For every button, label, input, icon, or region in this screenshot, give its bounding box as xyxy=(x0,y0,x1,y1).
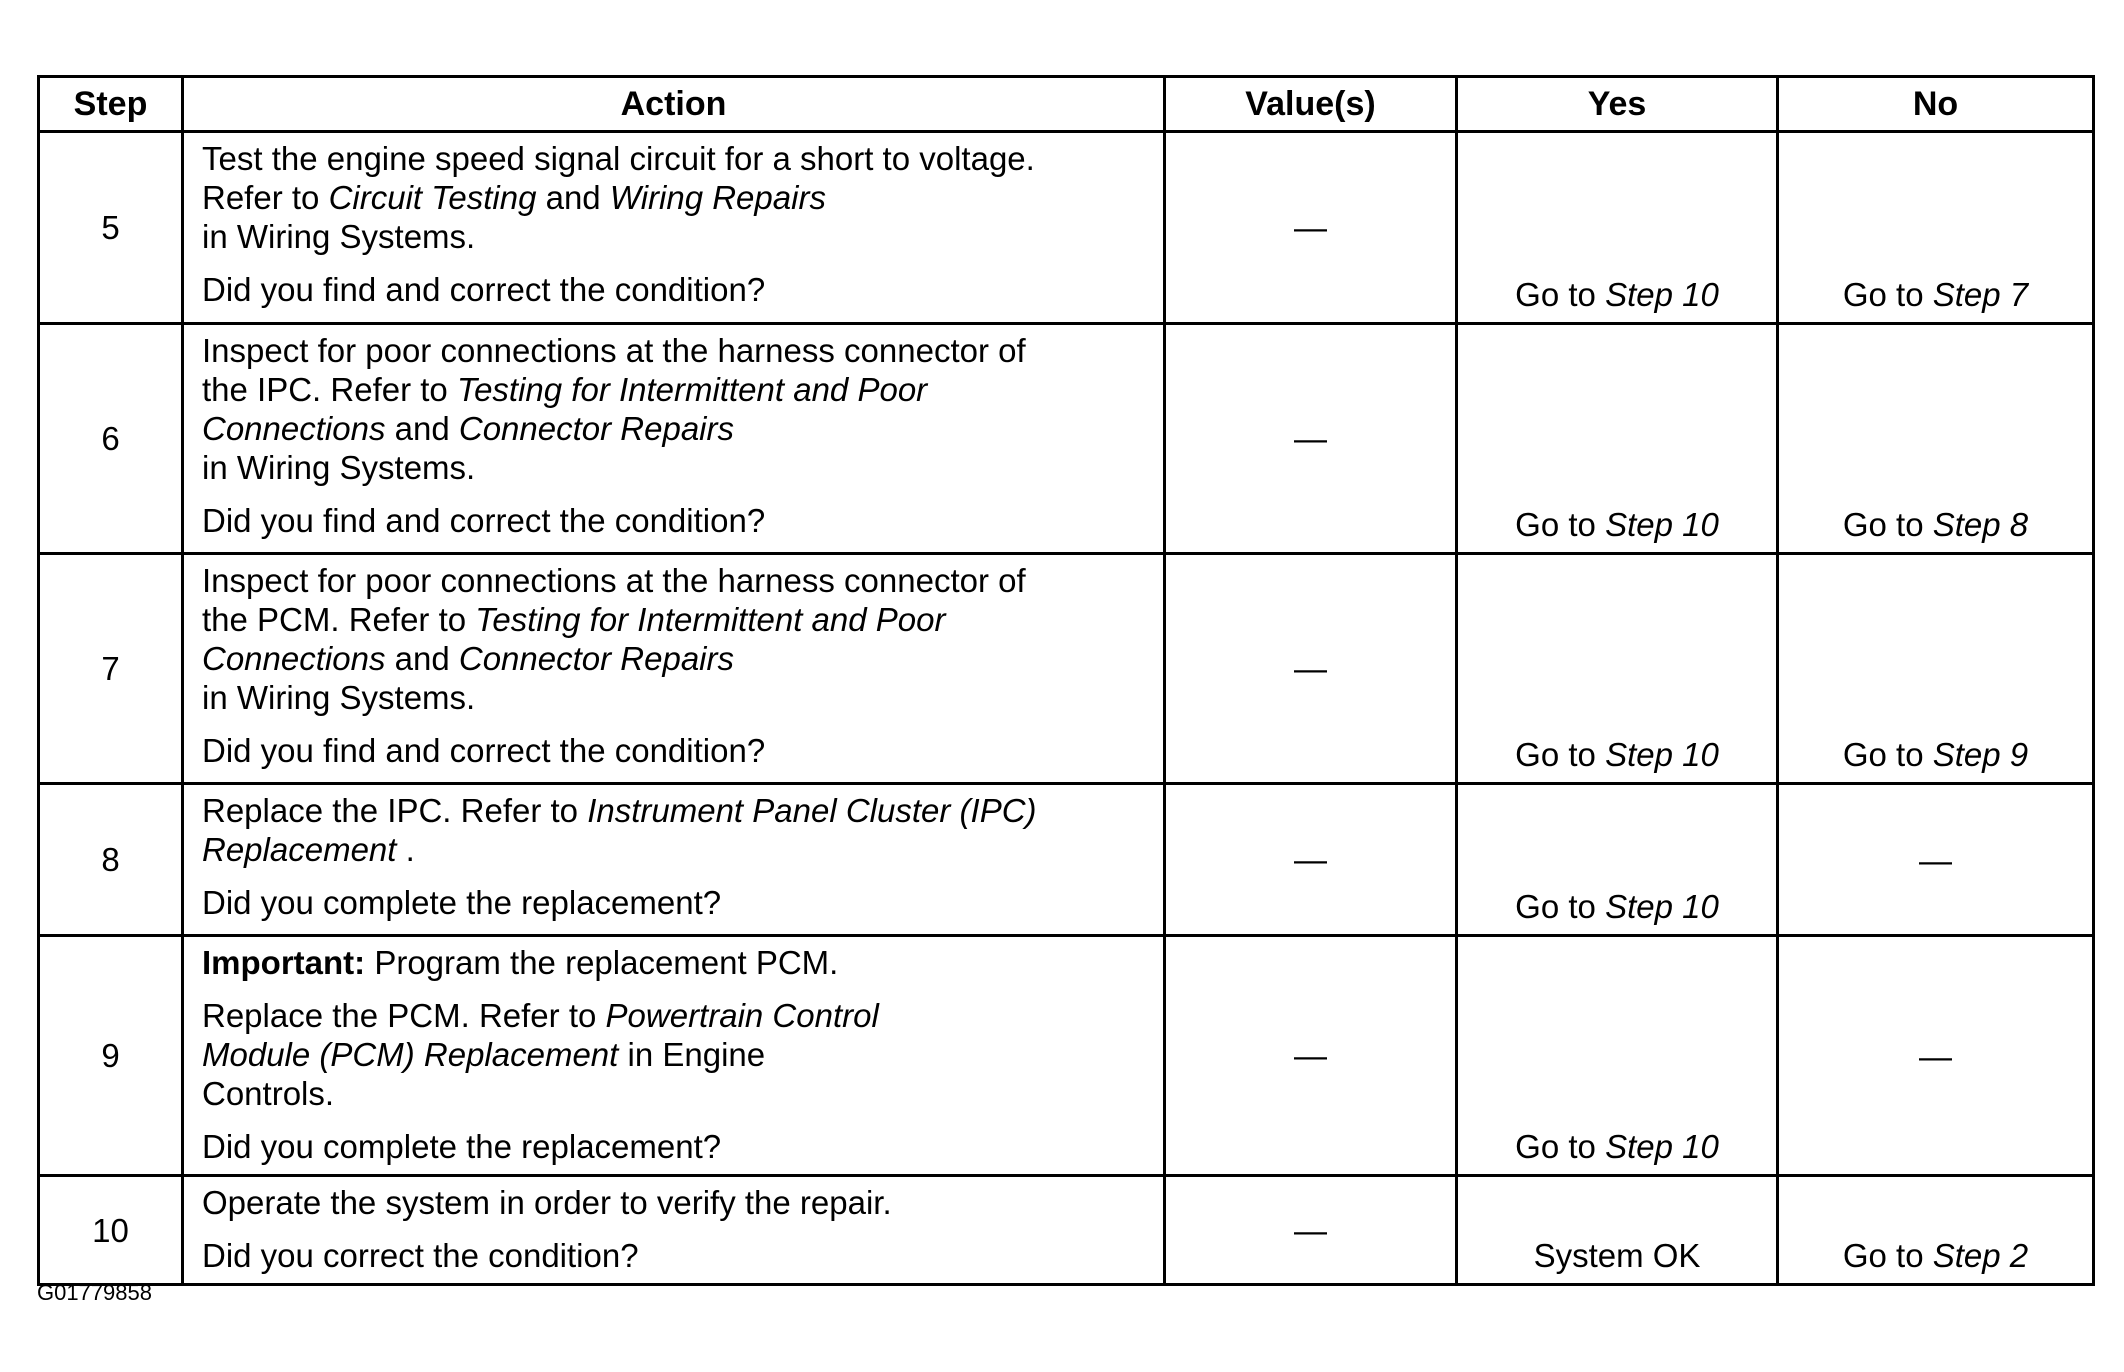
text-run: Step 10 xyxy=(1605,736,1719,773)
text-run: Step 10 xyxy=(1605,506,1719,543)
text-run: — xyxy=(1919,841,1952,879)
table-row xyxy=(39,936,2094,1176)
text-run: Important: xyxy=(202,944,366,981)
step-number: 10 xyxy=(39,1176,183,1285)
text-run: Wiring Repairs xyxy=(609,179,826,216)
text-run: Replacement xyxy=(202,831,397,868)
text-run: Step 10 xyxy=(1605,276,1719,313)
action-cell xyxy=(183,132,1165,324)
text-run: Test the engine speed signal circuit for a short to voltage. xyxy=(202,140,1035,177)
table-body xyxy=(39,132,2094,1285)
table-row xyxy=(39,324,2094,554)
step-number: 7 xyxy=(39,554,183,784)
yes-cell xyxy=(1457,936,1778,1176)
yes-cell xyxy=(1457,132,1778,324)
table-row xyxy=(39,132,2094,324)
text-run: Module (PCM) Replacement xyxy=(202,1036,619,1073)
table-row xyxy=(39,784,2094,936)
text-run: Go to xyxy=(1842,736,1933,773)
text-run: and xyxy=(385,410,459,447)
yes-cell xyxy=(1457,324,1778,554)
header-yes: Yes xyxy=(1457,77,1778,132)
action-question: Did you find and correct the condition? xyxy=(202,502,766,539)
step-number: 6 xyxy=(39,324,183,554)
no-cell xyxy=(1778,554,2094,784)
text-run: and xyxy=(385,640,459,677)
text-run: Instrument Panel Cluster (IPC) xyxy=(587,792,1037,829)
table-header-row xyxy=(39,77,2094,132)
text-run: Program the replacement PCM. xyxy=(365,944,839,981)
header-values: Value(s) xyxy=(1165,77,1457,132)
action-cell xyxy=(183,936,1165,1176)
action-line xyxy=(202,943,1149,982)
text-run: Step 2 xyxy=(1932,1237,2029,1274)
text-run: Connections xyxy=(202,640,386,677)
action-cell xyxy=(183,1176,1165,1285)
text-run: in Wiring Systems. xyxy=(202,679,476,716)
text-run: Connector Repairs xyxy=(458,410,734,447)
action-line xyxy=(202,1035,1149,1074)
action-question: Did you complete the replacement? xyxy=(202,884,722,921)
text-run: Testing for Intermittent and Poor xyxy=(456,371,928,408)
value-cell: — xyxy=(1165,554,1457,784)
action-cell xyxy=(183,554,1165,784)
text-run: Powertrain Control xyxy=(605,997,879,1034)
action-line xyxy=(202,639,1149,678)
step-number: 9 xyxy=(39,936,183,1176)
diagnostic-table xyxy=(37,75,2095,1286)
text-run: Go to xyxy=(1515,736,1606,773)
text-run: Go to xyxy=(1515,1128,1606,1165)
text-run: Operate the system in order to verify the repair. xyxy=(202,1184,892,1221)
text-run: . xyxy=(396,831,415,868)
action-question: Did you correct the condition? xyxy=(202,1237,639,1274)
yes-cell xyxy=(1457,1176,1778,1285)
text-run: Step 7 xyxy=(1932,276,2029,313)
text-run: Controls. xyxy=(202,1075,335,1112)
value-cell: — xyxy=(1165,936,1457,1176)
no-cell xyxy=(1778,324,2094,554)
text-run: Go to xyxy=(1515,506,1606,543)
action-line xyxy=(202,448,1149,487)
value-cell: — xyxy=(1165,324,1457,554)
table-row xyxy=(39,1176,2094,1285)
text-run: Inspect for poor connections at the harness connector of xyxy=(202,332,1026,369)
value-cell: — xyxy=(1165,1176,1457,1285)
action-question: Did you find and correct the condition? xyxy=(202,732,766,769)
action-line xyxy=(202,600,1149,639)
table-row xyxy=(39,554,2094,784)
text-run: Replace the IPC. Refer to xyxy=(202,792,588,829)
no-cell xyxy=(1778,132,2094,324)
text-run: and xyxy=(536,179,610,216)
text-run: Go to xyxy=(1842,1237,1933,1274)
action-line xyxy=(202,217,1149,256)
text-run: Step 8 xyxy=(1932,506,2029,543)
text-run: Go to xyxy=(1515,888,1606,925)
action-line xyxy=(202,139,1149,178)
action-line xyxy=(202,996,1149,1035)
action-line xyxy=(202,331,1149,370)
yes-cell xyxy=(1457,784,1778,936)
text-run: the PCM. Refer to xyxy=(202,601,476,638)
action-line xyxy=(202,1074,1149,1113)
action-line xyxy=(202,791,1149,830)
action-question: Did you complete the replacement? xyxy=(202,1128,722,1165)
text-run: System OK xyxy=(1533,1237,1701,1274)
no-cell xyxy=(1778,784,2094,936)
value-cell: — xyxy=(1165,132,1457,324)
step-number: 5 xyxy=(39,132,183,324)
text-run: Connector Repairs xyxy=(458,640,734,677)
action-line xyxy=(202,178,1149,217)
text-run: the IPC. Refer to xyxy=(202,371,457,408)
action-line xyxy=(202,1183,1149,1222)
header-step: Step xyxy=(39,77,183,132)
text-run: in Engine xyxy=(618,1036,766,1073)
text-run: — xyxy=(1919,1037,1952,1075)
text-run: Testing for Intermittent and Poor xyxy=(475,601,946,638)
text-run: Refer to xyxy=(202,179,329,216)
text-run: in Wiring Systems. xyxy=(202,218,476,255)
text-run: Go to xyxy=(1842,276,1933,313)
yes-cell xyxy=(1457,554,1778,784)
text-run: Go to xyxy=(1515,276,1606,313)
text-run: Go to xyxy=(1842,506,1933,543)
action-cell xyxy=(183,324,1165,554)
action-line xyxy=(202,370,1149,409)
text-run: Inspect for poor connections at the harness connector of xyxy=(202,562,1026,599)
text-run: Replace the PCM. Refer to xyxy=(202,997,606,1034)
text-run: in Wiring Systems. xyxy=(202,449,476,486)
action-line xyxy=(202,561,1149,600)
text-run: Step 9 xyxy=(1932,736,2029,773)
figure-id: G01779858 xyxy=(37,1280,152,1305)
text-run: Connections xyxy=(202,410,386,447)
text-run: Circuit Testing xyxy=(328,179,537,216)
value-cell: — xyxy=(1165,784,1457,936)
action-line xyxy=(202,678,1149,717)
header-no: No xyxy=(1778,77,2094,132)
text-run: Step 10 xyxy=(1605,1128,1719,1165)
action-line xyxy=(202,409,1149,448)
no-cell xyxy=(1778,936,2094,1176)
no-cell xyxy=(1778,1176,2094,1285)
action-cell xyxy=(183,784,1165,936)
action-question: Did you find and correct the condition? xyxy=(202,271,766,308)
step-number: 8 xyxy=(39,784,183,936)
text-run: Step 10 xyxy=(1605,888,1719,925)
action-line xyxy=(202,830,1149,869)
header-action: Action xyxy=(183,77,1165,132)
important-note xyxy=(202,943,1149,982)
